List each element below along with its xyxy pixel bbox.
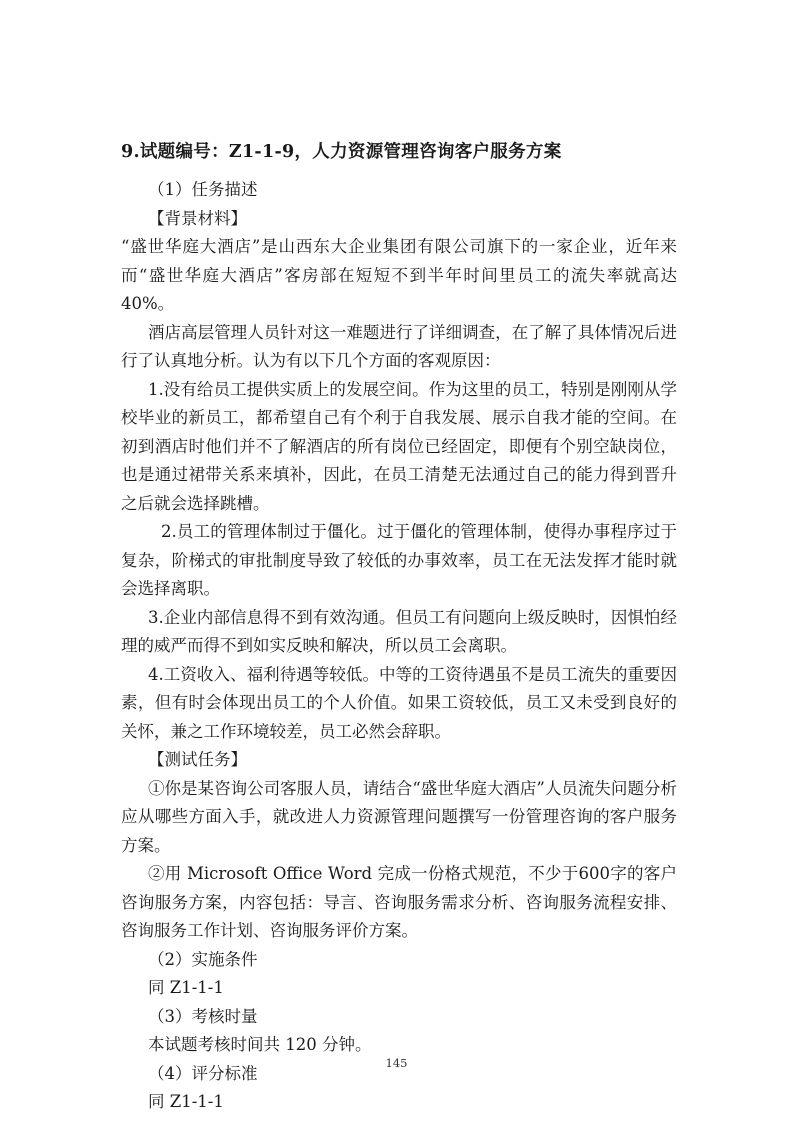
scoring-heading: （4）评分标准 [148,1063,258,1083]
background-heading: 【背景材料】 [148,208,247,228]
reason-item: 1.没有给员工提供实质上的发展空间。作为这里的员工，特别是刚刚从学校毕业的新员工，都希望自己有个利于自我发展、展示自我才能的空间。在初到酒店时他们并不了解酒店的所有岗位已经固定，即便有个别空缺岗位，也是通过裙带关系来填补，因此，在员工清楚无法通过自己的能力得到晋升之后就会选择跳槽。 [121,379,677,513]
task-description-heading: （1）任务描述 [148,180,258,199]
time-heading: （3）考核时量 [148,1006,258,1026]
conditions-heading: （2）实施条件 [148,949,258,969]
page-number: 145 [385,1056,408,1070]
document-body [121,176,677,1117]
intro-paragraph: “盛世华庭大酒店”是山西东大企业集团有限公司旗下的一家企业，近年来而“盛世华庭大酒店”客房部在短短不到半年时间里员工的流失率就高达40%。 [121,237,677,313]
scoring-text: 同 Z1-1-1 [148,1092,224,1111]
reason-item: 2.员工的管理体制过于僵化。过于僵化的管理体制，使得办事程序过于复杂，阶梯式的审批制度导致了较低的办事效率，员工在无法发挥才能时就会选择离职。 [121,522,677,598]
reason-item: 3.企业内部信息得不到有效沟通。但员工有问题向上级反映时，因惧怕经理的威严而得不到如实反映和解决，所以员工会离职。 [121,607,677,655]
analysis-paragraph: 酒店高层管理人员针对这一难题进行了详细调查，在了解了具体情况后进行了认真地分析。认为有以下几个方面的客观原因： [121,322,677,370]
time-text: 本试题考核时间共 120 分钟。 [148,1035,372,1054]
test-task-heading: 【测试任务】 [148,750,247,769]
conditions-text: 同 Z1-1-1 [148,978,224,997]
test-task-item: ①你是某咨询公司客服人员，请结合“盛世华庭大酒店”人员流失问题分析应从哪些方面入手，就改进人力资源管理问题撰写一份管理咨询的客户服务方案。 [121,778,677,855]
reason-item: 4.工资收入、福利待遇等较低。中等的工资待遇虽不是员工流失的重要因素，但有时会体现出员工的个人价值。如果工资较低，员工又未受到良好的关怀，兼之工作环境较差，员工必然会辞职。 [121,664,677,741]
question-title: 9.试题编号：Z1-1-9，人力资源管理咨询客户服务方案 [121,142,562,162]
test-task-item: ②用 Microsoft Office Word 完成一份格式规范，不少于600字的客户咨询服务方案，内容包括：导言、咨询服务需求分析、咨询服务流程安排、咨询服务工作计划、咨询服务评价方案。 [121,864,677,940]
